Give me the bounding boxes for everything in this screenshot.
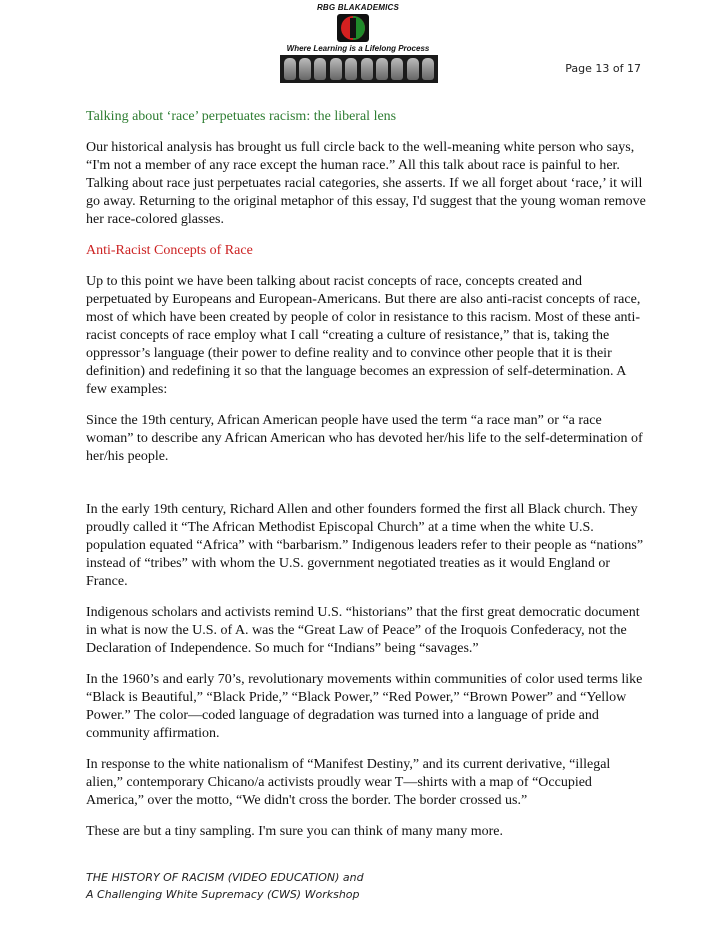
portrait-image bbox=[345, 58, 357, 80]
logo-portrait-strip bbox=[280, 55, 438, 83]
portrait-image bbox=[376, 58, 388, 80]
paragraph: Indigenous scholars and activists remind U.S. “historians” that the first great democratic document in what is now the U.S. of A. was the “Great Law of Peace” of the Iroquois Confederacy, not the Declaration of Independence. So much for “Indians” being “savages.” bbox=[86, 605, 640, 656]
portrait-image bbox=[330, 58, 342, 80]
page-number: Page 13 of 17 bbox=[565, 62, 641, 75]
document-body bbox=[86, 108, 646, 854]
logo-slogan: Where Learning is a Lifelong Process bbox=[286, 44, 430, 53]
portrait-image bbox=[284, 58, 296, 80]
footer-line: A Challenging White Supremacy (CWS) Workshop bbox=[86, 888, 360, 901]
portrait-image bbox=[422, 58, 434, 80]
header-logo bbox=[276, 0, 440, 88]
portrait-image bbox=[391, 58, 403, 80]
section-heading-anti-racist: Anti-Racist Concepts of Race bbox=[86, 243, 253, 258]
portrait-image bbox=[361, 58, 373, 80]
paragraph: In response to the white nationalism of “Manifest Destiny,” and its current derivative, “illegal alien,” contemporary Chicano/a activists proudly wear T—shirts with a map of “Occupied America,” over the motto, “We didn't cross the border. The border crossed us.” bbox=[86, 757, 611, 808]
portrait-image bbox=[314, 58, 326, 80]
paragraph: These are but a tiny sampling. I'm sure you can think of many many more. bbox=[86, 824, 503, 839]
paragraph: In the 1960’s and early 70’s, revolutionary movements within communities of color used terms like “Black is Beautiful,” “Black Pride,” “Black Power,” “Red Power,” “Brown Power” and “Yellow Power.” The color—coded language of degradation was turned into a language of pride and community affirmation. bbox=[86, 672, 643, 741]
page-footer bbox=[86, 869, 364, 903]
section-heading-liberal-lens: Talking about ‘race’ perpetuates racism: the liberal lens bbox=[86, 109, 397, 124]
paragraph: In the early 19th century, Richard Allen and other founders formed the first all Black church. They proudly called it “The African Methodist Episcopal Church” at a time when the white U.S. population equated “Africa” with “barbarism.” Indigenous leaders refer to their people as “nations” instead of “tribes” with whom the U.S. government negotiated treaties as it would England or France. bbox=[86, 502, 644, 589]
logo-title: RBG BLAKADEMICS bbox=[316, 3, 400, 12]
logo-emblem-icon bbox=[336, 13, 370, 43]
portrait-image bbox=[407, 58, 419, 80]
paragraph: Up to this point we have been talking about racist concepts of race, concepts created and perpetuated by Europeans and European-Americans. But there are also anti-racist concepts of race, most of which have been created by people of color in resistance to this racism. Most of these anti-racist concepts of race employ what I call “creating a culture of resistance,” that is, taking the oppressor’s language (their power to define reality and to convince other people that it is their definition) and redefining it so that the language becomes an expression of self-determination. A few examples: bbox=[86, 274, 641, 397]
paragraph: Since the 19th century, African American people have used the term “a race man” or “a race woman” to describe any African American who has devoted her/his life to the self-determination of her/his people. bbox=[86, 413, 643, 464]
paragraph: Our historical analysis has brought us full circle back to the well-meaning white person who says, “I'm not a member of any race except the human race.” All this talk about race is painful to her. Talking about race just perpetuates racial categories, she asserts. If we all forget about ‘race,’ it will go away. Returning to the original metaphor of this essay, I'd suggest that the young woman remove her race-colored glasses. bbox=[86, 140, 646, 227]
portrait-image bbox=[299, 58, 311, 80]
footer-line: THE HISTORY OF RACISM (VIDEO EDUCATION) and bbox=[86, 871, 364, 884]
